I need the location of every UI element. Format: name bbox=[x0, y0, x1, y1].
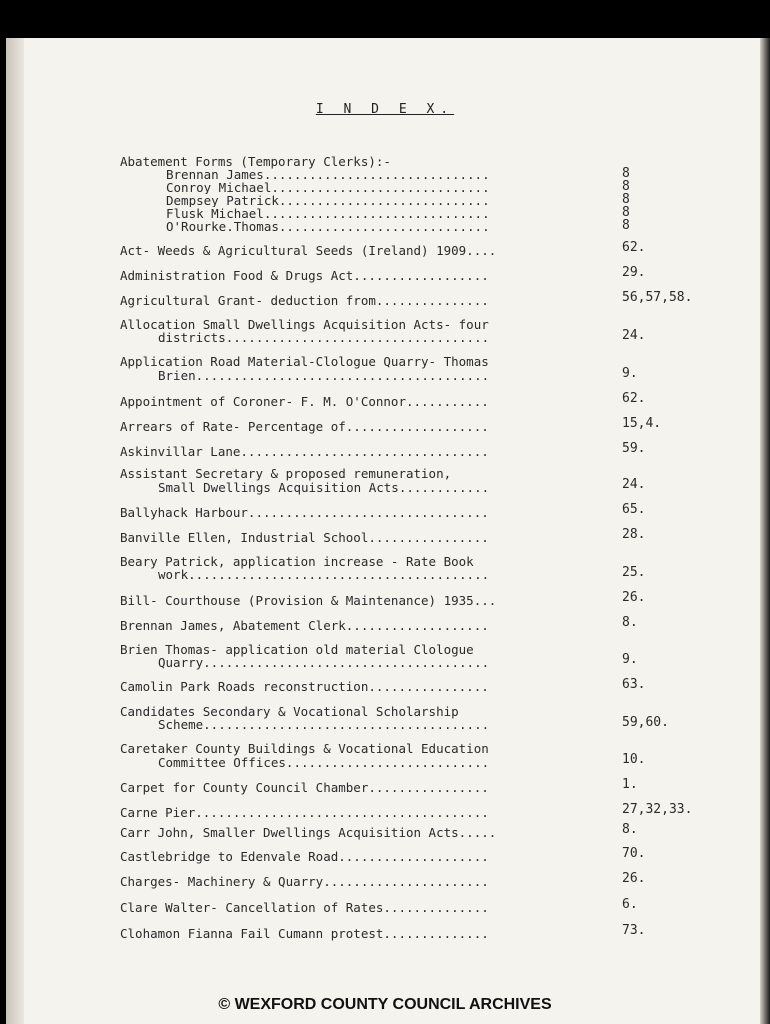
abatement-item-page: 8 bbox=[622, 179, 630, 194]
index-entry-page: 65. bbox=[622, 502, 646, 517]
index-entry-page: 27,32,33. bbox=[622, 802, 693, 817]
index-entry-page: 73. bbox=[622, 923, 646, 938]
index-entry: Clare Walter- Cancellation of Rates.............. bbox=[120, 900, 489, 915]
index-entry-page: 1. bbox=[622, 777, 638, 792]
index-entry: Administration Food & Drugs Act.................. bbox=[120, 268, 489, 283]
index-entry-page: 24. bbox=[622, 328, 646, 343]
index-entry: Brien Thomas- application old material Clologue bbox=[120, 642, 474, 657]
archive-watermark: © WEXFORD COUNTY COUNCIL ARCHIVES bbox=[218, 996, 552, 1013]
index-entry: Charges- Machinery & Quarry...................... bbox=[120, 874, 489, 889]
index-entry-page: 9. bbox=[622, 366, 638, 381]
index-entry-page: 59,60. bbox=[622, 715, 669, 730]
index-entry-continuation: Small Dwellings Acquisition Acts............ bbox=[158, 480, 490, 495]
abatement-item-name: Brennan James.............................. bbox=[166, 168, 490, 181]
abatement-header: Abatement Forms (Temporary Clerks):- bbox=[120, 154, 391, 169]
index-entry: Application Road Material-Clologue Quarry- Thomas bbox=[120, 354, 489, 369]
index-entry-page: 26. bbox=[622, 871, 646, 886]
page-binding bbox=[6, 38, 24, 1024]
index-entry: Caretaker County Buildings & Vocational Education bbox=[120, 741, 489, 756]
page-edge bbox=[760, 38, 770, 1024]
index-entry-page: 59. bbox=[622, 441, 646, 456]
index-entry-page: 28. bbox=[622, 527, 646, 542]
abatement-item-name: Conroy Michael............................. bbox=[166, 181, 490, 194]
index-entry: Ballyhack Harbour................................ bbox=[120, 505, 489, 520]
index-entry-page: 9. bbox=[622, 652, 638, 667]
index-entry-page: 70. bbox=[622, 846, 646, 861]
index-entry-page: 15,4. bbox=[622, 416, 662, 431]
index-entry-page: 25. bbox=[622, 565, 646, 580]
index-entry-page: 29. bbox=[622, 265, 646, 280]
index-entry-page: 8. bbox=[622, 615, 638, 630]
index-entry-page: 63. bbox=[622, 677, 646, 692]
index-entry-page: 6. bbox=[622, 897, 638, 912]
index-entry-continuation: Committee Offices........................... bbox=[158, 755, 490, 770]
index-entry: Camolin Park Roads reconstruction................ bbox=[120, 679, 489, 694]
index-entry: Candidates Secondary & Vocational Scholarship bbox=[120, 704, 459, 719]
abatement-item-page: 8 bbox=[622, 205, 630, 220]
index-entry-page: 24. bbox=[622, 477, 646, 492]
index-entry: Brennan James, Abatement Clerk................... bbox=[120, 618, 489, 633]
index-entry-page: 10. bbox=[622, 752, 646, 767]
index-entry: Agricultural Grant- deduction from............... bbox=[120, 293, 489, 308]
index-entry: Beary Patrick, application increase - Rate Book bbox=[120, 554, 474, 569]
index-entry: Bill- Courthouse (Provision & Maintenance) 1935... bbox=[120, 593, 497, 608]
abatement-item-page: 8 bbox=[622, 218, 630, 233]
index-entry: Carpet for County Council Chamber................ bbox=[120, 780, 489, 795]
index-entry: Appointment of Coroner- F. M. O'Connor........... bbox=[120, 394, 489, 409]
index-entry: Castlebridge to Edenvale Road.................... bbox=[120, 849, 489, 864]
index-entry-continuation: Scheme...................................... bbox=[158, 717, 490, 732]
index-entry: Banville Ellen, Industrial School................ bbox=[120, 530, 489, 545]
index-entry: Askinvillar Lane................................. bbox=[120, 444, 489, 459]
abatement-item-page: 8 bbox=[622, 192, 630, 207]
index-entry-continuation: districts................................... bbox=[158, 330, 490, 345]
index-title: I N D E X. bbox=[315, 102, 455, 117]
index-entry-page: 62. bbox=[622, 240, 646, 255]
index-entry: Assistant Secretary & proposed remuneration, bbox=[120, 466, 452, 481]
index-entry-continuation: Brien....................................... bbox=[158, 368, 490, 383]
abatement-item-page: 8 bbox=[622, 166, 630, 181]
index-entry: Arrears of Rate- Percentage of................... bbox=[120, 419, 489, 434]
index-entry: Carne Pier....................................... bbox=[120, 805, 489, 820]
index-entry: Act- Weeds & Agricultural Seeds (Ireland) 1909.... bbox=[120, 243, 497, 258]
index-entry: Clohamon Fianna Fail Cumann protest.............. bbox=[120, 926, 489, 941]
index-entry: Allocation Small Dwellings Acquisition Acts- four bbox=[120, 317, 489, 332]
abatement-item-name: O'Rourke.Thomas............................ bbox=[166, 220, 490, 233]
index-entry-page: 62. bbox=[622, 391, 646, 406]
abatement-item-name: Dempsey Patrick............................ bbox=[166, 194, 490, 207]
abatement-item-name: Flusk Michael.............................. bbox=[166, 207, 490, 220]
index-entry: Carr John, Smaller Dwellings Acquisition Acts..... bbox=[120, 825, 497, 840]
index-entry-page: 26. bbox=[622, 590, 646, 605]
index-entry-continuation: Quarry...................................... bbox=[158, 655, 490, 670]
index-entry-page: 8. bbox=[622, 822, 638, 837]
index-entry-continuation: work........................................ bbox=[158, 567, 490, 582]
index-entry-page: 56,57,58. bbox=[622, 290, 693, 305]
